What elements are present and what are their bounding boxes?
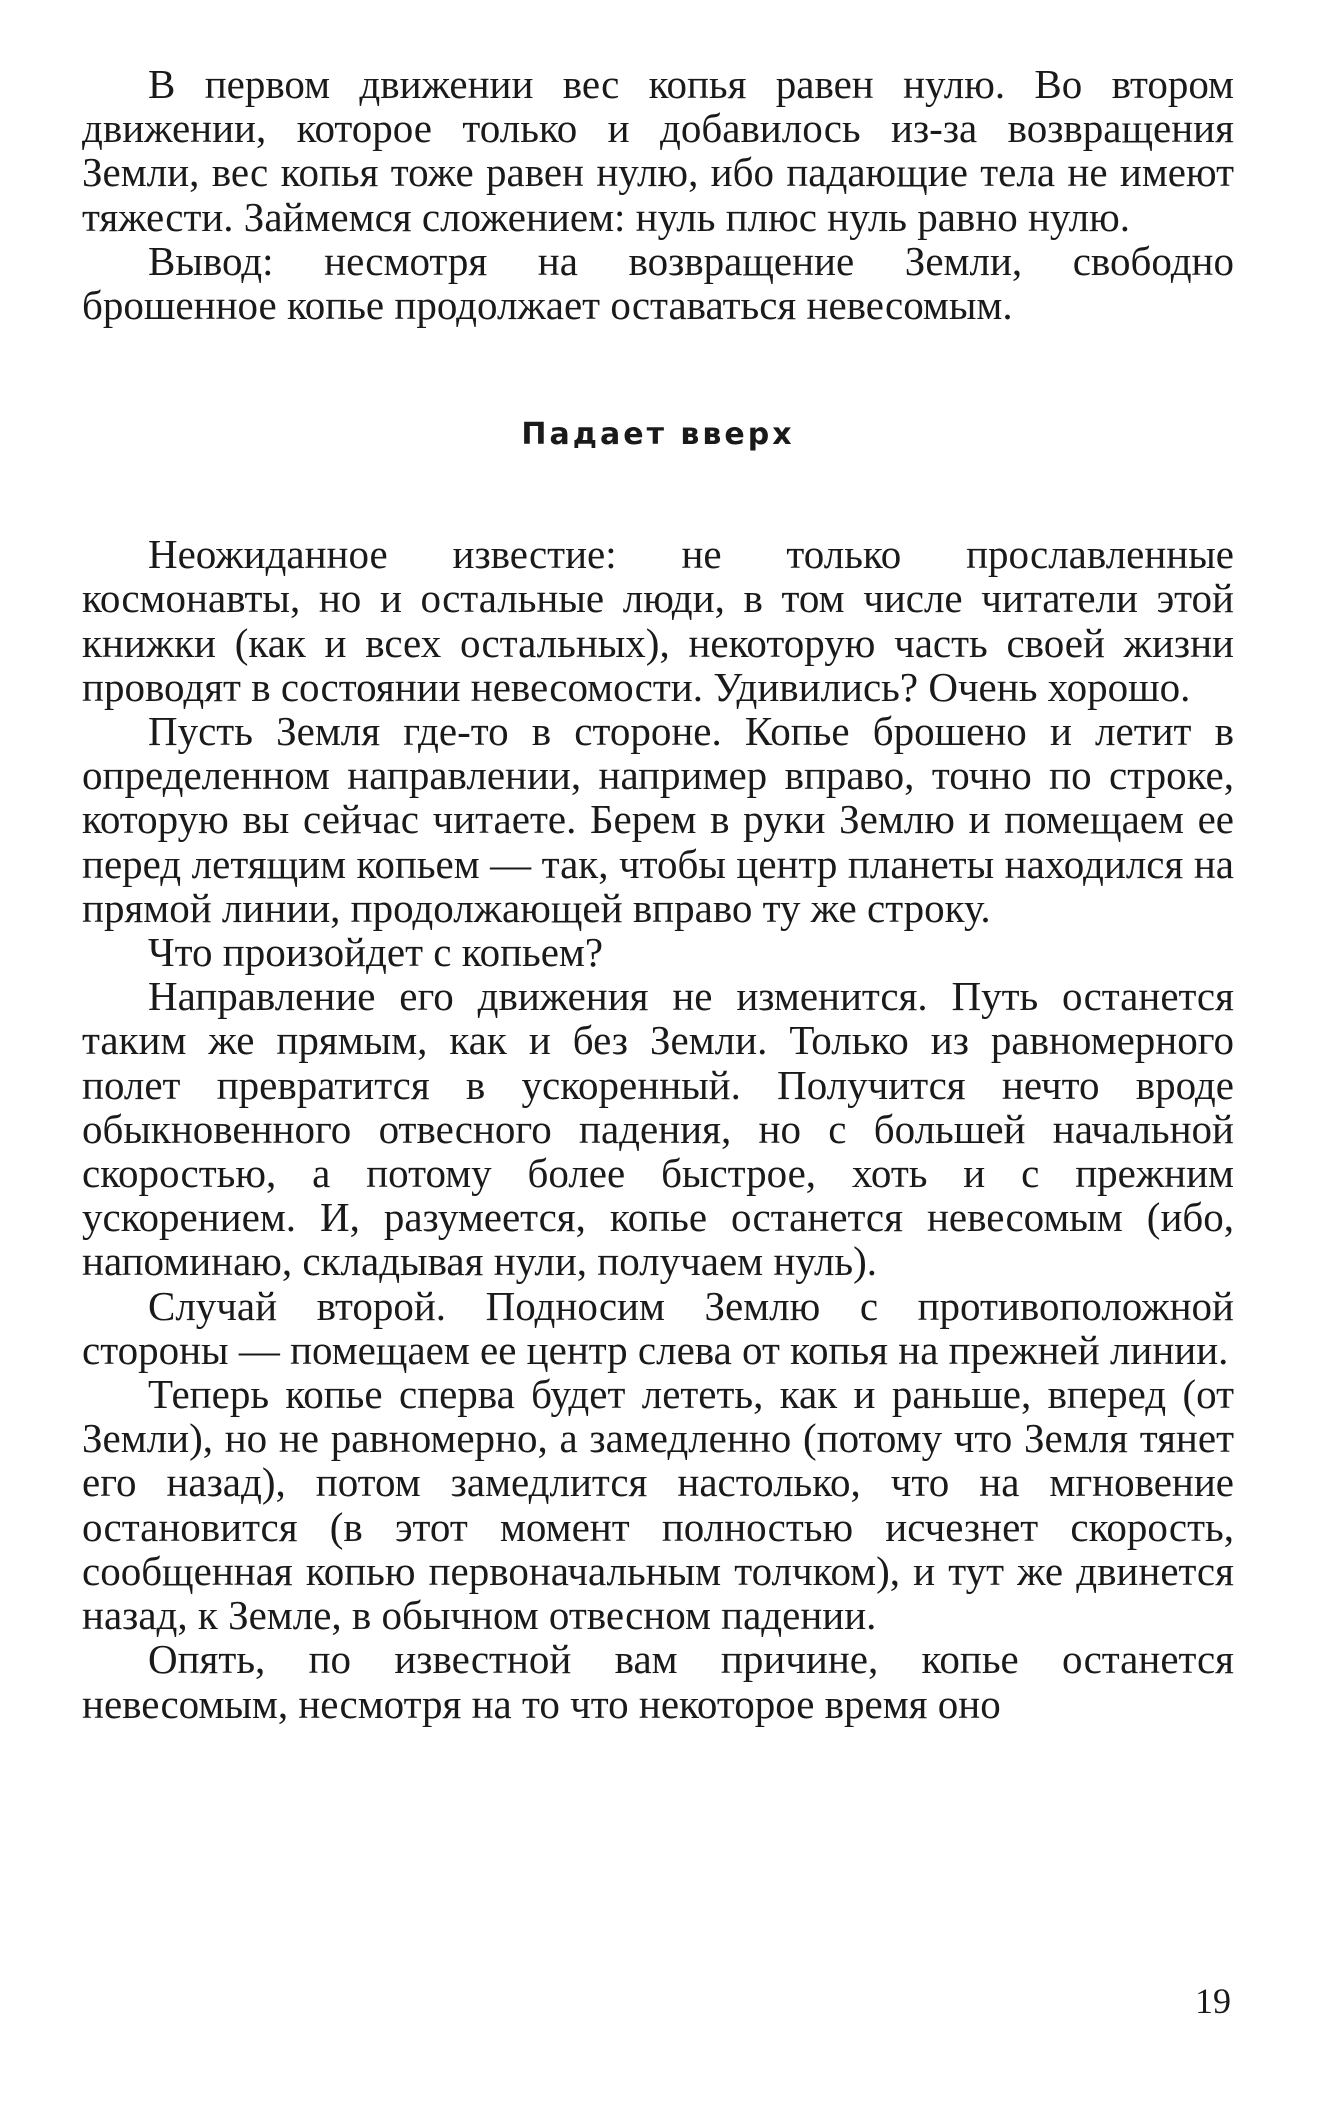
page-number: 19	[1195, 1981, 1231, 2021]
paragraph: Направление его движения не изменится. Путь останется таким же прямым, как и без Земли. Только из равномерного полет превратится в ускоренный. Получится нечто вроде обыкновенного отвесного падения, но с большей начальной скоростью, а потому более быстрое, хоть и с прежним ускорением. И, разумеется, копье останется невесомым (ибо, напоминаю, складывая нули, получаем нуль).	[82, 973, 1234, 1285]
paragraph: Неожиданное известие: не только прославленные космонавты, но и остальные люди, в том числе читатели этой книжки (как и всех остальных), некоторую часть своей жизни проводят в состоянии невесомости. Удивились? Очень хорошо.	[82, 531, 1234, 710]
section-heading: Падает вверх	[521, 417, 795, 453]
paragraph: Теперь копье сперва будет лететь, как и раньше, вперед (от Земли), но не равномерно, а замедленно (потому что Земля тянет его назад), потом замедлится настолько, что на мгновение остановится (в этот момент полностью исчезнет скорость, сообщенная копью первоначальным толчком), и тут же двинется назад, к Земле, в обычном отвесном падении.	[82, 1371, 1234, 1639]
paragraph: Что произойдет с копьем?	[148, 929, 604, 976]
paragraph: Вывод: несмотря на возвращение Земли, свободно брошенное копье продолжает оставаться невесомым.	[82, 237, 1234, 329]
book-page	[82, 62, 1234, 1726]
paragraph: Пусть Земля где-то в стороне. Копье брошено и летит в определенном направлении, например вправо, точно по строке, которую вы сейчас читаете. Берем в руки Землю и помещаем ее перед летящим копьем — так, чтобы центр планеты находился на прямой линии, продолжающей вправо ту же строку.	[82, 708, 1234, 931]
paragraph: Случай второй. Подносим Землю с противоположной стороны — помещаем ее центр слева от копья на прежней линии.	[82, 1282, 1234, 1373]
paragraph: Опять, по известной вам причине, копье останется невесомым, несмотря на то что некоторое время оно	[82, 1636, 1234, 1727]
paragraph: В первом движении вес копья равен нулю. Во втором движении, которое только и добавилось из-за возвращения Земли, вес копья тоже равен нулю, ибо падающие тела не имеют тяжести. Займемся сложением: нуль плюс нуль равно нулю.	[82, 61, 1234, 240]
